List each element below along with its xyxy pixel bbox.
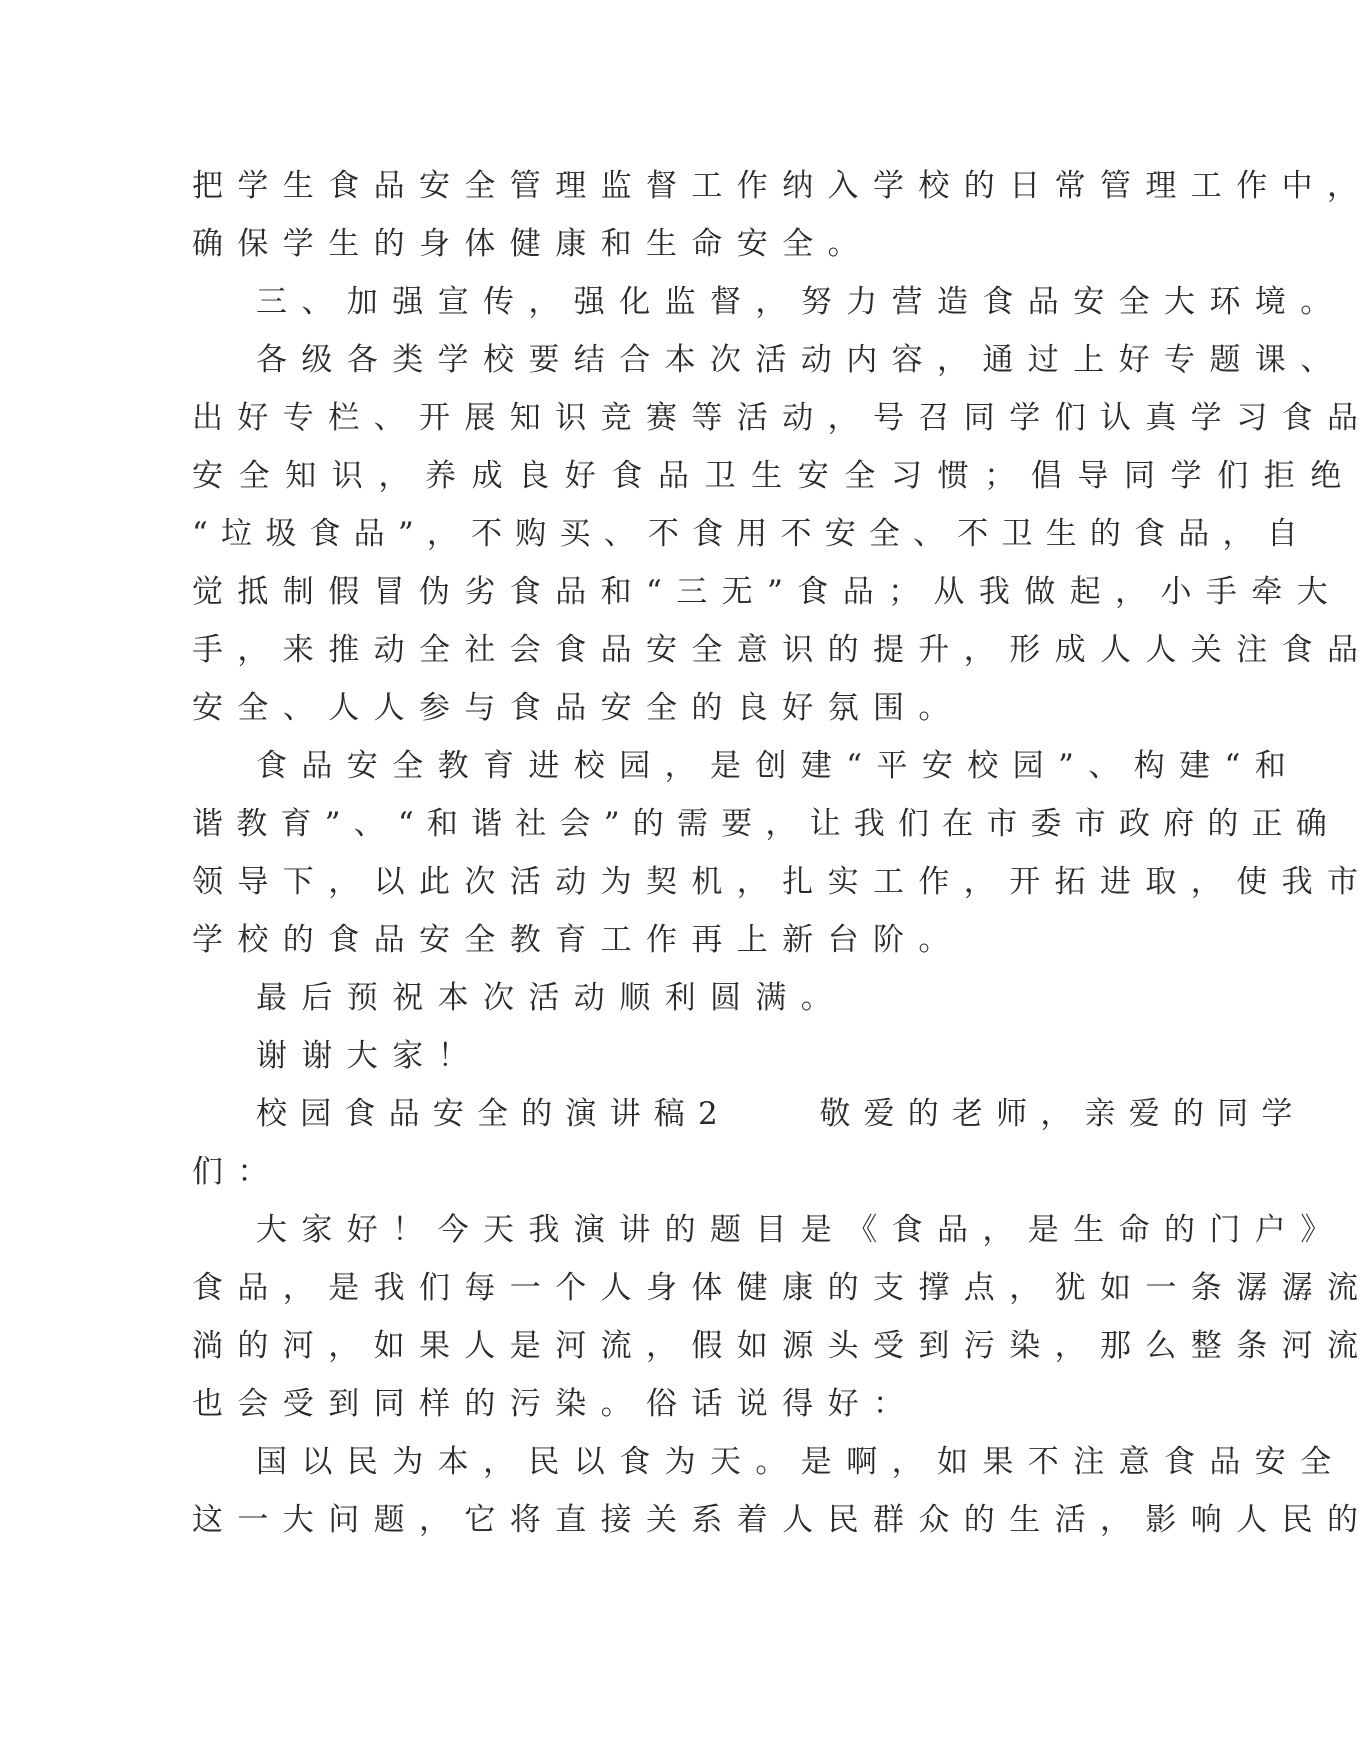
body-text-line: 们： — [192, 1154, 283, 1190]
body-text-line: 最后预祝本次活动顺利圆满。 — [256, 980, 847, 1016]
body-text-line: 国以民为本，民以食为天。是啊，如果不注意食品安全 — [256, 1444, 1346, 1480]
body-text-line: 这一大问题，它将直接关系着人民群众的生活，影响人民的 — [192, 1502, 1372, 1538]
body-text-line: “垃圾食品”，不购买、不食用不安全、不卫生的食品，自 — [192, 516, 1311, 552]
body-text-line: 出好专栏、开展知识竞赛等活动，号召同学们认真学习食品 — [192, 400, 1372, 436]
body-text-line: 食品，是我们每一个人身体健康的支撑点，犹如一条潺潺流 — [192, 1270, 1372, 1306]
body-text-line: 安全、人人参与食品安全的良好氛围。 — [192, 690, 964, 726]
body-text-line: 各级各类学校要结合本次活动内容，通过上好专题课、 — [256, 342, 1346, 378]
body-text-line: 觉抵制假冒伪劣食品和“三无”食品；从我做起，小手牵大 — [192, 574, 1343, 610]
body-text-line: 大家好！今天我演讲的题目是《食品，是生命的门户》 — [256, 1212, 1346, 1248]
speech-title-line: 校园食品安全的演讲稿2 敬爱的老师，亲爱的同学 — [256, 1096, 1306, 1132]
body-text-line: 手，来推动全社会食品安全意识的提升，形成人人关注食品 — [192, 632, 1372, 668]
body-text-line: 食品安全教育进校园，是创建“平安校园”、构建“和 — [256, 748, 1301, 784]
body-text-line: 也会受到同样的污染。俗话说得好： — [192, 1386, 919, 1422]
body-text-line: 领导下，以此次活动为契机，扎实工作，开拓进取，使我市 — [192, 864, 1372, 900]
body-text-line: 确保学生的身体健康和生命安全。 — [192, 226, 873, 262]
body-text-line: 谐教育”、“和谐社会”的需要，让我们在市委市政府的正确 — [192, 806, 1340, 842]
body-text-line: 谢谢大家！ — [256, 1038, 483, 1074]
section-heading: 三、加强宣传，强化监督，努力营造食品安全大环境。 — [256, 284, 1346, 320]
body-text-line: 安全知识，养成良好食品卫生安全习惯；倡导同学们拒绝 — [192, 458, 1357, 494]
body-text-line: 学校的食品安全教育工作再上新台阶。 — [192, 922, 964, 958]
body-text-line: 把学生食品安全管理监督工作纳入学校的日常管理工作中， — [192, 168, 1372, 204]
body-text-line: 淌的河，如果人是河流，假如源头受到污染，那么整条河流 — [192, 1328, 1372, 1364]
